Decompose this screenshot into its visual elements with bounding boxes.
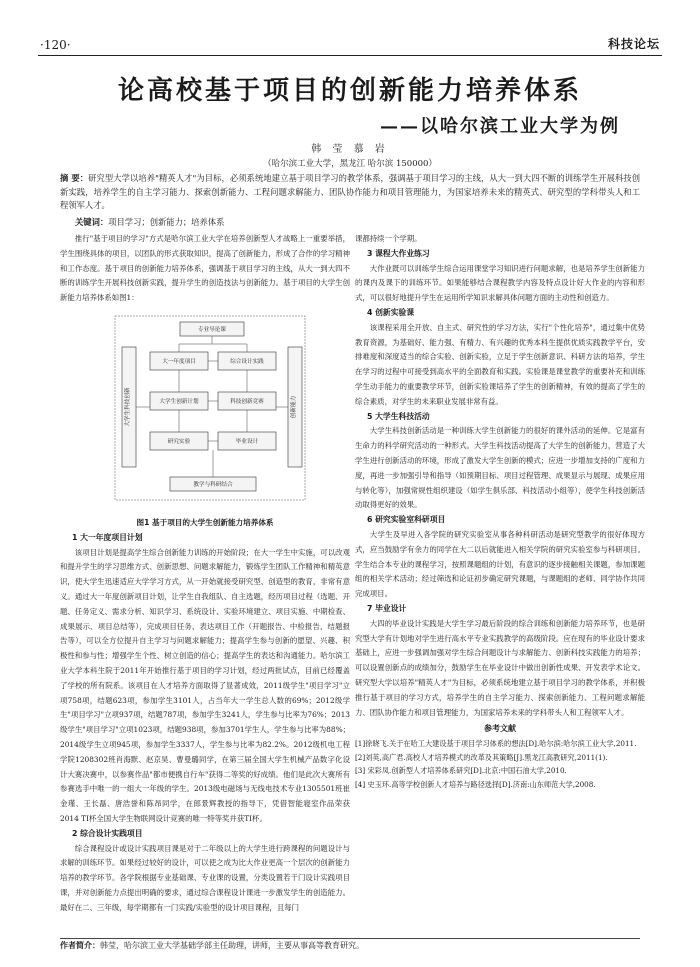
section-4-text: 该课程采用全开放、自主式、研究性的学习方法，实行"个性化培养"，通过集中优势教育资源，为基础好、能力强、有精力、有兴趣的优秀本科生提供优质实践教学平台，安排难度和深度适当的综合实验、创新实验，立足于学生创新意识、科研方法的培养，学生在学习的过程中可接受到高水平的全面教育和实践。实验课是课堂教学的重要补充和训练学生动手能力的重要教学环节，创新实验课培养了学生的创新精神，有效的提高了学生的综合素质，对学生的未来职业发展非常有益。 <box>355 322 645 406</box>
fig-r2c2: 科技创新竞赛 <box>230 398 264 405</box>
fig-r3c1: 研究实验 <box>167 438 191 445</box>
fig-r1c1: 大一年度项目 <box>162 358 196 365</box>
section-7-heading: 7 毕业设计 <box>367 603 407 613</box>
section-6-heading: 6 研究实验室科研项目 <box>367 515 446 525</box>
journal-name: 科技论坛 <box>607 37 660 51</box>
authors: 韩 莹 慕 岩 <box>311 144 389 155</box>
section-3-heading: 3 课程大作业练习 <box>367 248 430 258</box>
footer-rule <box>60 938 640 939</box>
reference-item: [1]徐晓飞.关于在哈工大建设基于项目学习体系的想法[D].哈尔滨:哈尔滨工业大学,2011. <box>355 739 637 749</box>
fig-r2c1: 大学生创新计划 <box>159 398 199 405</box>
page-number: ·120· <box>40 38 71 52</box>
section-1-text: 该项目计划是提高学生综合创新能力训练的开始阶段；在大一学生中实施，可以改观和提升学生的学习思维方式、创新思想、问题求解能力，锻炼学生团队工作精神和精英意识，使大学生迅速适应大学学习方式，从一开始就接受研究型、创造型的教育，非常有意义。通过大一年度创新项目计划，让学生自我组队、自主选题，经历项目过程（选题、开题、任务定义、需求分析、知识学习、系统设计、实验环境建立、项目实施、中期检查、成果展示、项目总结等），完成项目任务、表达项目工作（开题报告、中检报告、结题报告等），可以全方位提升自主学习与问题求解能力；提高学生参与创新的愿望、兴趣、积极性和参与性；增强学生个性、树立创造的信心；提高学生的表达和沟通能力。哈尔滨工业大学本科生院于2011年开始推行基于项目的学习计划，经过两批试点，目前已经覆盖了学校的所有院系。该项目在人才培养方面取得了显著成效，2011级学生"项目学习"立项758项，结题623项，参加学生3101人，占当年大一学生总人数的69%；2012级学生"项目学习"立项937项，结题787项，参加学生3241人，学生参与比率为76%；2013级学生"项目学习"立项1023项，结题938项，参加3701学生人，学生参与比率为88%；2014级学生立项945项，参加学生3337人，学生参与比率为82.2%。2012级机电工程学院1208302班肖海默、赵京昊、曹曼璐同学，在第三届全国大学生机械产品数字化设计大赛决赛中，以参赛作品"都市便携自行车"获得二等奖的好成绩。他们是此次大赛所有参赛选手中唯一的一组大一年级的学生。2013级电磁场与无线电技术专业1305501班崔金瑾、王长磊、唐浩誉和陈昂同学，在郎景辉教授的指导下，凭借智能寝室作品荣获2014 TI杯全国大学生物联网设计竞赛的唯一特等奖并获TI杯。 <box>60 547 350 823</box>
author-bio <box>60 940 364 951</box>
intro-paragraph: 推行"基于项目的学习"方式是哈尔滨工业大学在培养创新型人才战略上一重要举措，学生围绕具体的项目，以团队的形式获取知识，提高了创新能力，形成了合作的学习精神和工作态度。基于项目的创新能力培养体系，强调基于项目学习的主线，从大一到大四不断的训练学生开展科技创新实践，提升学生的创造技法与创新能力。基于项目的大学生创新能力培养体系如图1： <box>60 234 350 303</box>
figure-diagram <box>60 312 350 512</box>
figure-caption: 图1 基于项目的大学生创新能力培养体系 <box>136 517 274 527</box>
abstract-text: 研究型大学以培养"精英人才"为目标，必须系统地建立基于项目学习的教学体系，强调基于项目学习的主线，从大一到大四不断的训练学生开展科技创新实践，培养学生的自主学习能力、探索创新能力、工程问题求解能力、团队协作能力和项目管理能力，为国家培养未来的精英式、研究型的学科带头人和工程领军人才。 <box>60 173 641 210</box>
header-rule <box>38 55 662 56</box>
page-header <box>0 0 700 60</box>
section-7-text: 大四的毕业设计实践是大学生学习最后阶段的综合训练和创新能力培养环节，也是研究型大学有计划地对学生进行高水平专业实践教学的高级阶段。应在现有的毕业设计要求基础上，应进一步强调加强对学生综合问题设计与求解能力、创新科技实践能力的培养；可以设置创新点的成绩加分，鼓励学生在毕业设计中做出创新性成果、开发表学术论文。研究型大学以培养"精英人才"为目标，必须系统地建立基于项目学习的教学体系，并积极推行基于项目的学习方式，培养学生的自主学习能力、探索创新能力、工程问题求解能力、团队协作能力和项目管理能力，为国家培养未来的学科带头人和工程领军人才。 <box>355 618 645 717</box>
figure-1 <box>60 312 350 512</box>
section-6-text: 大学生及早进入各学院的研究实验室从事各种科研活动是研究型教学的很好体现方式，应当鼓励学有余力的同学在大二以后就能进入相关学院的研究实验室参与科研项目。学生结合本专业的课程学习，按照课题组的计划，有意识的逐步接触相关课题，参加课题组的相关学术活动；经过筛选和论证初步确定研究课题，与课题组的老师、同学协作共同完成项目。 <box>355 529 645 599</box>
affiliation: （哈尔滨工业大学，黑龙江 哈尔滨 150000） <box>263 159 437 169</box>
keywords-label: 关键词： <box>75 217 109 227</box>
left-column <box>60 232 350 916</box>
abstract <box>60 172 640 213</box>
article-subtitle: ——以哈尔滨工业大学为例 <box>380 116 620 137</box>
keywords-text: 项目学习；创新能力；培养体系 <box>108 217 225 227</box>
right-column <box>355 232 645 791</box>
fig-left-label: 大学生科技创新 <box>125 387 131 427</box>
keywords <box>75 216 224 228</box>
author-bio-text: 韩莹，哈尔滨工业大学基础学部主任助理，讲师，主要从事高等教育研究。 <box>100 941 364 950</box>
fig-r3c2: 毕业设计 <box>235 438 259 445</box>
section-4-heading: 4 创新实验课 <box>367 307 415 317</box>
article-title: 论高校基于项目的创新能力培养体系 <box>117 76 582 106</box>
fig-bottom: 教学与科研结合 <box>193 481 233 488</box>
fig-right-label: 创新能力 <box>291 395 297 419</box>
section-2-heading: 2 综合设计实践项目 <box>72 828 143 838</box>
section-5-text: 大学生科技创新活动是一种训练大学生创新能力的很好的课外活动的延伸。它是富有生命力的科学研究活动的一种形式。大学生科技活动提高了大学生的创新能力，营造了大学生进行创新活动的环境，形成了激发大学生创新的模式；应进一步增加支持的广度和力度，再进一步加强引导和指导（如预期目标、项目过程管理、成果显示与展现、成果应用与转化等），加强常规性组织建设（如学生俱乐部、科技活动小组等），使学生科技创新活动取得更好的效果。 <box>355 426 645 510</box>
section-5-heading: 5 大学生科技活动 <box>367 411 430 421</box>
reference-item: [4] 史玉环.高等学校创新人才培养与路径选择[D].济南:山东师范大学,2008. <box>355 779 596 789</box>
section-1-heading: 1 大一年度项目计划 <box>72 532 143 542</box>
fig-r1c2: 综合设计实践 <box>230 358 264 365</box>
section-3-text: 大作业既可以训练学生综合运用课堂学习知识进行问题求解，也是培养学生创新能力的课内及课下的训练环节。如果能够结合课程教学内容及特点设计好大作业的内容和形式，可以很好地提升学生在运用所学知识求解具体问题方面的主动性和创造力。 <box>355 263 645 303</box>
reference-item: [2]刘英,高广君.高校人才培养模式的改革及其策略[J].黑龙江高教研究,2011(1). <box>355 752 608 762</box>
reference-item: [3] 宋彩凤.创新型人才培养体系研究[D].北京:中国石油大学,2010. <box>355 766 567 776</box>
section-2-text: 综合课程设计或设计实践项目课是对于二年级以上的大学生进行跨课程的问题设计与求解的训练环节。如果经过较好的设计，可以使之成为比大作业更高一个层次的创新能力培养的教学环节。各学院根据专业基础课、专业课的设置，分类设置若干门设计实践项目课，并对创新能力点提出明确的要求，通过综合课程设计课进一步激发学生的创造能力。最好在二、三年级，每学期都有一门实践/实验型的设计项目课程，且每门 <box>60 843 350 912</box>
fig-top: 专业导论课 <box>198 326 226 333</box>
references-heading: 参考文献 <box>484 724 516 734</box>
author-bio-label: 作者简介： <box>60 941 100 950</box>
continued-text: 课都持续一个学期。 <box>355 234 422 243</box>
abstract-label: 摘 要： <box>60 173 89 183</box>
